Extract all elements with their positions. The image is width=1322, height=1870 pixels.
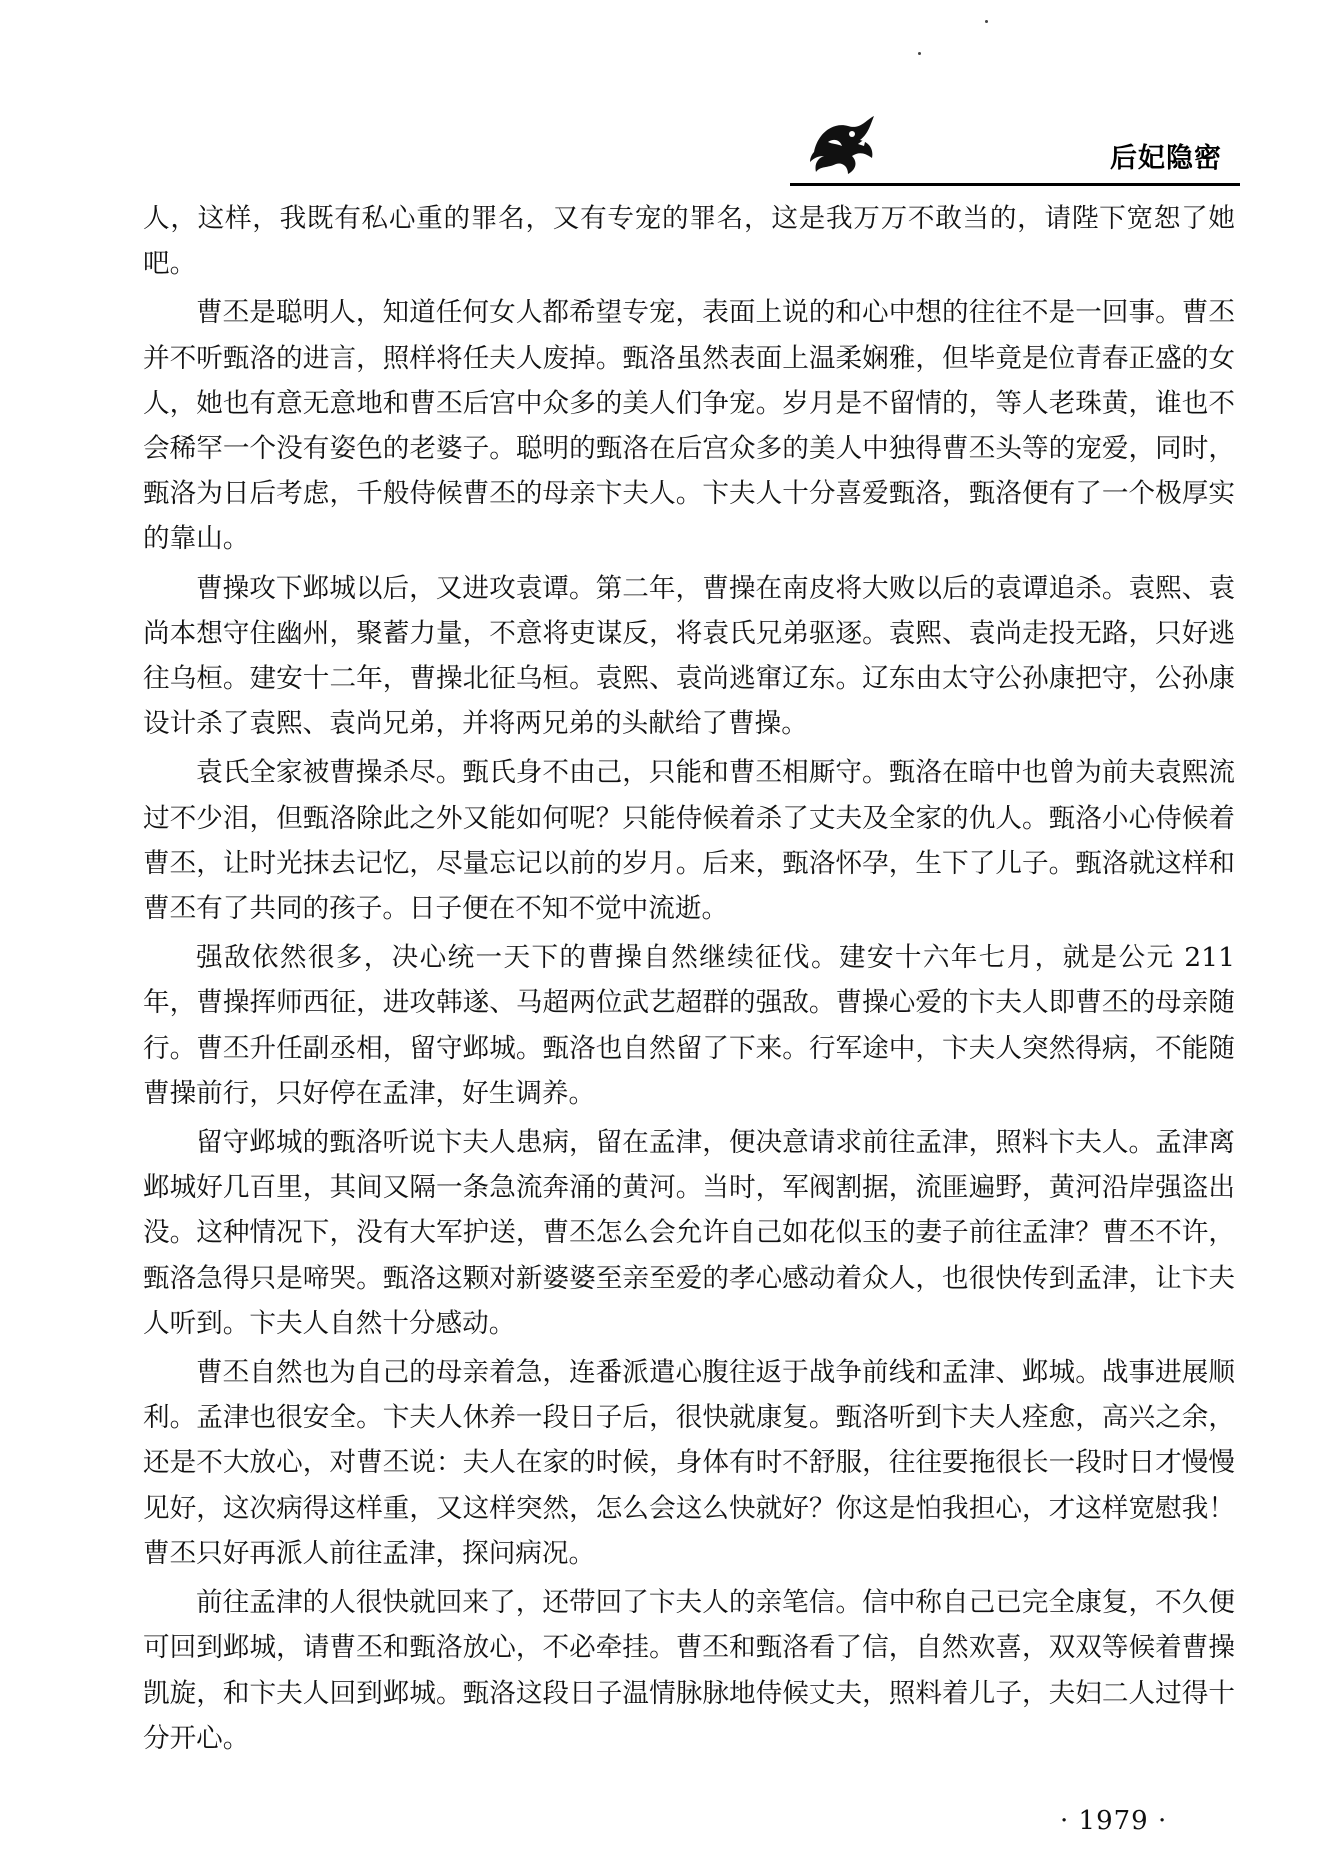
dragon-emblem-icon xyxy=(808,112,880,178)
body-text xyxy=(143,196,1235,1765)
paragraph: 曹操攻下邺城以后，又进攻袁谭。第二年，曹操在南皮将大败以后的袁谭追杀。袁熙、袁尚本想守住幽州，聚蓄力量，不意将吏谋反，将袁氏兄弟驱逐。袁熙、袁尚走投无路，只好逃往乌桓。建安十二年，曹操北征乌桓。袁熙、袁尚逃窜辽东。辽东由太守公孙康把守，公孙康设计杀了袁熙、袁尚兄弟，并将两兄弟的头献给了曹操。 xyxy=(143,572,1235,740)
running-header-title: 后妃隐密 xyxy=(1110,143,1222,174)
paragraph: 人，这样，我既有私心重的罪名，又有专宠的罪名，这是我万万不敢当的，请陛下宽恕了她吧。 xyxy=(143,203,1235,280)
paragraph: 前往孟津的人很快就回来了，还带回了卞夫人的亲笔信。信中称自己已完全康复，不久便可回到邺城，请曹丕和甄洛放心，不必牵挂。曹丕和甄洛看了信，自然欢喜，双双等候着曹操凯旋，和卞夫人回到邺城。甄洛这段日子温情脉脉地侍候丈夫，照料着儿子，夫妇二人过得十分开心。 xyxy=(143,1587,1235,1754)
scan-speck xyxy=(918,52,921,55)
scan-speck xyxy=(985,20,988,23)
paragraph: 袁氏全家被曹操杀尽。甄氏身不由己，只能和曹丕相厮守。甄洛在暗中也曾为前夫袁熙流过不少泪，但甄洛除此之外又能如何呢？只能侍候着杀了丈夫及全家的仇人。甄洛小心侍候着曹丕，让时光抹去记忆，尽量忘记以前的岁月。后来，甄洛怀孕，生下了儿子。甄洛就这样和曹丕有了共同的孩子。日子便在不知不觉中流逝。 xyxy=(143,757,1235,925)
paragraph: 留守邺城的甄洛听说卞夫人患病，留在孟津，便决意请求前往孟津，照料卞夫人。孟津离邺城好几百里，其间又隔一条急流奔涌的黄河。当时，军阀割据，流匪遍野，黄河沿岸强盗出没。这种情况下，没有大军护送，曹丕怎么会允许自己如花似玉的妻子前往孟津？曹丕不许，甄洛急得只是啼哭。甄洛这颗对新婆婆至亲至爱的孝心感动着众人，也很快传到孟津，让卞夫人听到。卞夫人自然十分感动。 xyxy=(143,1127,1235,1339)
page-number: · 1979 · xyxy=(1060,1806,1168,1836)
header-rule xyxy=(790,183,1240,186)
paragraph: 强敌依然很多，决心统一天下的曹操自然继续征伐。建安十六年七月，就是公元 211 年，曹操挥师西征，进攻韩遂、马超两位武艺超群的强敌。曹操心爱的卞夫人即曹丕的母亲随行。曹丕升任副丞相，留守邺城。甄洛也自然留了下来。行军途中，卞夫人突然得病，不能随曹操前行，只好停在孟津，好生调养。 xyxy=(143,942,1235,1109)
paragraph: 曹丕是聪明人，知道任何女人都希望专宠，表面上说的和心中想的往往不是一回事。曹丕并不听甄洛的进言，照样将任夫人废掉。甄洛虽然表面上温柔娴雅，但毕竟是位青春正盛的女人，她也有意无意地和曹丕后宫中众多的美人们争宠。岁月是不留情的，等人老珠黄，谁也不会稀罕一个没有姿色的老婆子。聪明的甄洛在后宫众多的美人中独得曹丕头等的宠爱，同时，甄洛为日后考虑，千般侍候曹丕的母亲卞夫人。卞夫人十分喜爱甄洛，甄洛便有了一个极厚实的靠山。 xyxy=(143,297,1235,555)
paragraph: 曹丕自然也为自己的母亲着急，连番派遣心腹往返于战争前线和孟津、邺城。战事进展顺利。孟津也很安全。卞夫人休养一段日子后，很快就康复。甄洛听到卞夫人痊愈，高兴之余，还是不大放心，对曹丕说：夫人在家的时候，身体有时不舒服，往往要拖很长一段时日才慢慢见好，这次病得这样重，又这样突然，怎么会这么快就好？你这是怕我担心，才这样宽慰我！曹丕只好再派人前往孟津，探问病况。 xyxy=(143,1357,1235,1569)
running-header xyxy=(790,108,1240,188)
